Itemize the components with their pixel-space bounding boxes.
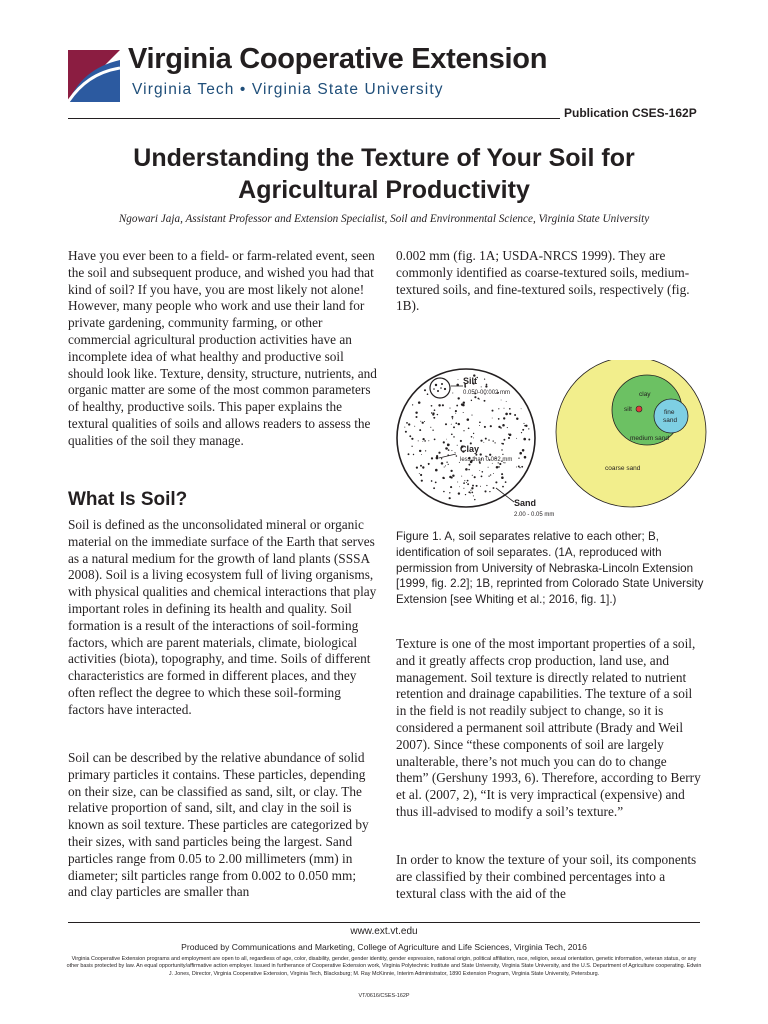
figure-caption: Figure 1. A, soil separates relative to each other; B, identification of soil separates. (1A, reproduced with permission from University of Nebraska-Lincoln Extension [1999, fig. 2.2]; 1B, reprinted from Colorado State University Extension [see Whiting et al.; 2016, fig. 1].) xyxy=(396,530,704,607)
silt-label: Silt xyxy=(463,376,478,386)
right-paragraph-1: 0.002 mm (fig. 1A; USDA-NRCS 1999). They are commonly identified as coarse-textured soils, medium-textured soils, and fine-textured soils, respectively (fig. 1B). xyxy=(396,248,690,314)
sand-label: Sand xyxy=(514,498,537,508)
sand-range: 2.00 - 0.05 mm xyxy=(514,512,555,518)
publication-id: Publication CSES-162P xyxy=(564,106,697,120)
section-heading: What Is Soil? xyxy=(68,489,188,510)
soil-figure xyxy=(390,360,710,520)
figure-a-sand-circle xyxy=(397,369,554,518)
b-silt-label: silt xyxy=(624,406,632,413)
figure-b-separates xyxy=(556,360,706,507)
b-fine-label: fine xyxy=(664,409,675,416)
page-title xyxy=(68,142,700,206)
b-medium-label: medium sand xyxy=(630,435,670,442)
title-line-2: Agricultural Productivity xyxy=(238,176,530,204)
intro-paragraph: Have you ever been to a field- or farm-related event, seen the soil and subsequent produce, and wished you had that kind of soil? If you have, you are most likely not alone! However, many people who work and use their land for private gardening, community farming, or other commercial agricultural production activities have an incomplete idea of what healthy and productive soil should look like. Texture, density, structure, nutrients, and organic matter are some of the most common parameters of healthy, productive soils. This paper explains the textural qualities of soils and allows readers to assess the qualities of the soil they manage. xyxy=(68,248,377,448)
footer-produced-by: Produced by Communications and Marketing, College of Agriculture and Life Sciences, Virginia Tech, 2016 xyxy=(181,942,587,952)
b-coarse-label: coarse sand xyxy=(605,465,641,472)
vce-logo xyxy=(68,50,120,102)
b-sand-label: sand xyxy=(663,417,678,424)
section-paragraph-1: Soil is defined as the unconsolidated mineral or organic material on the immediate surface of the Earth that serves as a natural medium for the growth of land plants (SSSA 2008). Soil is a living ecosystem full of living organisms, with physical qualities and chemical interactions that play important roles in defining its health and quality. Soil formation is a result of the interactions of soil-forming factors, which are parent materials, climate, biological activities (biota), topography, and time. Soils of different characteristics are formed in different places, and they often reflect the degree to which these soil-forming factors have interacted. xyxy=(68,517,377,717)
clay-range: less than 0.002 mm xyxy=(460,457,513,463)
clay-particle xyxy=(436,457,439,460)
clay-label: Clay xyxy=(460,444,480,454)
silt-particle xyxy=(430,378,450,398)
footer-rule xyxy=(68,922,700,923)
fine-sand-circle xyxy=(654,399,688,433)
author-line: Ngowari Jaja, Assistant Professor and Extension Specialist, Soil and Environmental Science, Virginia State University xyxy=(118,213,650,225)
footer-url[interactable]: www.ext.vt.edu xyxy=(350,926,418,937)
b-clay-label: clay xyxy=(639,391,651,398)
silt-dot xyxy=(636,406,642,412)
footer-code: VT/0616/CSES-162P xyxy=(358,993,410,999)
right-paragraph-2: Texture is one of the most important properties of a soil, and it greatly affects crop production, land use, and management. Soil texture is directly related to nutrient retention and drainage capabilities. The texture of a soil in the field is not readily subject to change, so it is considered a permanent soil attribute (Brady and Weil 2007). Since “these components of soil are largely unalterable, there’s not much you can do to change them” (Gershuny 1993, 6). Therefore, according to Berry et al. (2007, 2), “It is very impractical (expensive) and thus ill-advised to modify a soil’s texture.” xyxy=(396,636,701,819)
silt-range: 0.050-00.002 mm xyxy=(463,390,511,396)
title-line-1: Understanding the Texture of Your Soil for xyxy=(133,144,635,172)
header-rule xyxy=(68,118,560,119)
footer-legal: Virginia Cooperative Extension programs and employment are open to all, regardless of age, color, disability, gender, gender identity, gender expression, national origin, political affiliation, race, religion, sexual orientation, genetic information, veteran status, or any other basis protected by law. An equal opportunity/affirmative action employer. Issued in furtherance of Cooperative Extension work, Virginia Polytechnic Institute and State University, Virginia State University, and the U.S. Department of Agriculture cooperating. Edwin J. Jones, Director, Virginia Cooperative Extension, Virginia Tech, Blacksburg; M. Ray McKinnie, Interim Administrator, 1890 Extension Program, Virginia State University, Petersburg. xyxy=(66,956,702,977)
section-paragraph-2: Soil can be described by the relative abundance of solid primary particles it contains. These particles, depending on their size, can be classified as sand, silt, or clay. The relative proportion of sand, silt, and clay in the soil is known as soil texture. These particles are categorized by their sizes, with sand particles being the largest. Sand particles range from 0.05 to 2.00 millimeters (mm) in diameter; silt particles range from 0.002 to 0.050 mm; and clay particles are smaller than xyxy=(68,750,369,900)
org-universities: Virginia Tech • Virginia State University xyxy=(132,81,444,98)
org-name: Virginia Cooperative Extension xyxy=(128,43,548,75)
right-paragraph-3: In order to know the texture of your soil, its components are classified by their combined percentages into a textural class with the aid of the xyxy=(396,852,697,901)
